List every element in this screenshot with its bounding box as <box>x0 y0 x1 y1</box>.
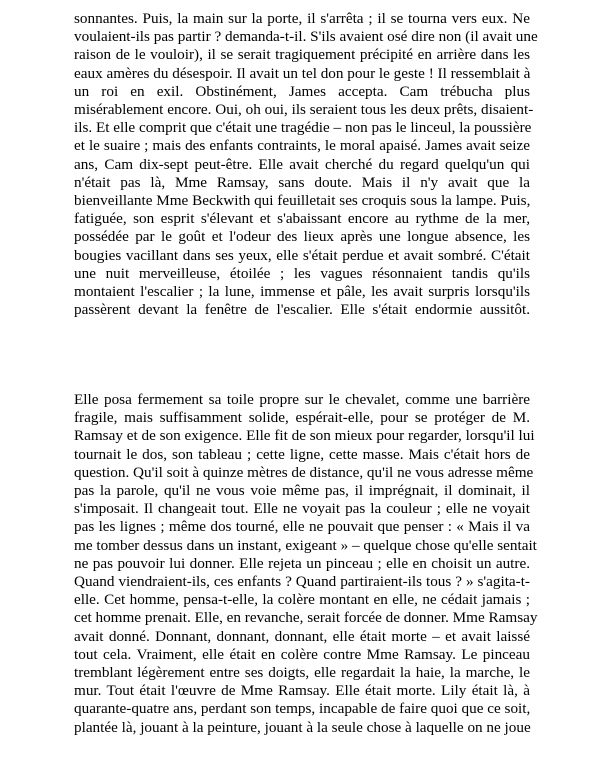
text-line: me tomber dessus dans un instant, exigeant » – quelque chose qu'elle sentait <box>74 536 537 554</box>
text-line: elle. Cet homme, pensa-t-elle, la colère montant en elle, ne cédait jamais ; <box>74 591 530 609</box>
text-line: quarante-quatre ans, perdant son temps, incapable de faire quoi que ce soit, <box>74 700 531 718</box>
text-line: un roi en exil. Obstinément, James accepta. Cam trébucha plus <box>74 82 530 100</box>
text-line: pas la parole, qu'il ne vous voie même pas, il imprégnait, il dominait, il <box>74 482 530 500</box>
text-line: s'imposait. Il changeait tout. Elle ne voyait pas la couleur ; elle ne voyait <box>74 500 530 518</box>
text-line: avait donné. Donnant, donnant, donnant, elle était morte – et avait laissé <box>74 627 530 645</box>
text-line: et le suaire ; mais des enfants contraints, le moral apaisé. James avait seize <box>74 137 530 155</box>
text-line: sonnantes. Puis, la main sur la porte, il s'arrêta ; il se tourna vers eux. Ne <box>74 10 530 27</box>
text-line: eaux amères du désespoir. Il avait un tel don pour le geste ! Il ressemblait à <box>74 64 531 82</box>
text-line: voulaient-ils pas partir ? demanda-t-il. S'ils avaient osé dire non (il avait une <box>74 28 538 46</box>
text-line: bienveillante Mme Beckwith qui feuilletait ses croquis sous la lampe. Puis, <box>74 192 531 210</box>
text-line: question. Qu'il soit à quinze mètres de distance, qu'il ne vous adresse même <box>74 463 534 481</box>
text-line: fatiguée, son esprit s'élevant et s'abaissant encore au rythme de la mer, <box>74 210 530 228</box>
text-line: ils. Et elle comprit que c'était une tragédie – non pas le linceul, la poussière <box>74 119 532 137</box>
paragraph-1 <box>74 10 538 319</box>
text-line: tournait le dos, son tableau ; cette ligne, cette masse. Mais c'était hors de <box>74 445 530 463</box>
text-line: misérablement encore. Oui, oh oui, ils seraient tous les deux prêts, disaient- <box>74 101 534 119</box>
text-line: fragile, mais suffisamment solide, espérait-elle, pour se protéger de M. <box>74 409 530 427</box>
text-line: cet homme prenait. Elle, en revanche, serait forcée de donner. Mme Ramsay <box>74 609 538 627</box>
text-line: mur. Tout était l'œuvre de Mme Ramsay. Elle était morte. Lily était là, à <box>74 682 530 700</box>
text-line: bougies vacillant dans ses yeux, elle s'était perdue et avait sombré. C'était <box>74 246 530 264</box>
text-line: pas les lignes ; même dos tourné, elle ne pouvait que penser : « Mais il va <box>74 518 530 536</box>
text-line: Ramsay et de son exigence. Elle fit de son mieux pour regarder, lorsqu'il lui <box>74 427 535 445</box>
text-line: tremblant légèrement entre ses doigts, elle regardait la haie, la marche, le <box>74 664 530 682</box>
text-line: plantée là, jouant à la peinture, jouant à la seule chose à laquelle on ne joue <box>74 718 531 736</box>
text-line: Elle posa fermement sa toile propre sur le chevalet, comme une barrière <box>74 391 530 408</box>
text-line: Quand viendraient-ils, ces enfants ? Quand partiraient-ils tous ? » s'agita-t- <box>74 573 530 591</box>
text-line: n'était pas là, Mme Ramsay, sans doute. Mais il n'y avait que la <box>74 173 530 191</box>
text-line: ans, Cam dix-sept peut-être. Elle avait cherché du regard quelqu'un qui <box>74 155 530 173</box>
text-line: une nuit merveilleuse, étoilée ; les vagues résonnaient tandis qu'ils <box>74 264 530 282</box>
text-line: tout cela. Vraiment, elle était en colère contre Mme Ramsay. Le pinceau <box>74 645 530 663</box>
text-line: possédée par le goût et l'odeur des lieux après une longue absence, les <box>74 228 530 246</box>
text-line: ne pas pouvoir lui donner. Elle rejeta un pinceau ; elle en choisit un autre. <box>74 554 530 572</box>
text-line: montaient l'escalier ; la lune, immense et pâle, les avait surpris lorsqu'ils <box>74 283 530 301</box>
text-line: raison de le vouloir), il se serait tragiquement précipité en arrière dans les <box>74 46 530 64</box>
paragraph-2 <box>74 391 538 737</box>
text-line: passèrent devant la fenêtre de l'escalier. Elle s'était endormie aussitôt. <box>74 301 530 319</box>
